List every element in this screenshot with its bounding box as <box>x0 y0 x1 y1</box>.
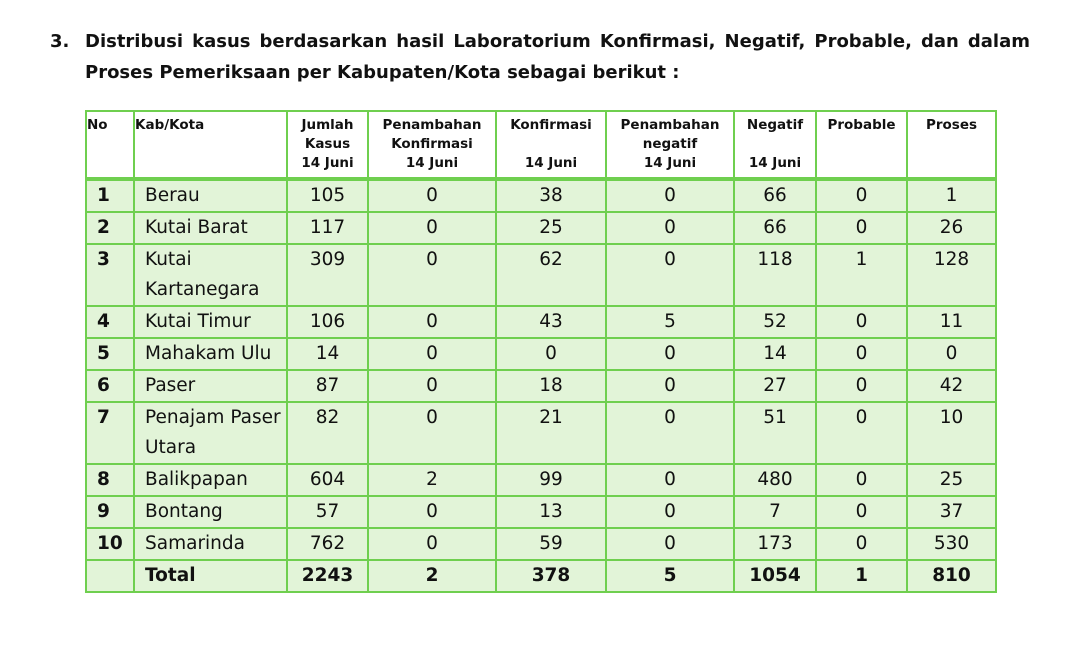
cell-total-probable: 1 <box>816 560 907 592</box>
cell-no: 2 <box>86 212 134 244</box>
cell-jumlah-kasus: 57 <box>287 496 368 528</box>
cell-probable: 0 <box>816 464 907 496</box>
cell-jumlah-kasus: 604 <box>287 464 368 496</box>
cell-negatif: 27 <box>734 370 816 402</box>
heading-line-2: Proses Pemeriksaan per Kabupaten/Kota sebagai berikut : <box>85 62 680 83</box>
cell-kab-kota: Mahakam Ulu <box>134 338 287 370</box>
cell-probable: 0 <box>816 528 907 560</box>
cell-jumlah-kasus: 105 <box>287 179 368 212</box>
cell-konfirmasi: 62 <box>496 244 606 306</box>
header-proses: Proses <box>907 111 996 179</box>
cell-jumlah-kasus: 14 <box>287 338 368 370</box>
header-jumlah-kasus: Jumlah Kasus 14 Juni <box>287 111 368 179</box>
table-row <box>86 179 996 212</box>
cell-penambahan-konfirmasi: 0 <box>368 402 496 464</box>
cell-penambahan-konfirmasi: 0 <box>368 370 496 402</box>
table-row <box>86 496 996 528</box>
cell-konfirmasi: 21 <box>496 402 606 464</box>
cell-kab-kota: Penajam Paser Utara <box>134 402 287 464</box>
cell-jumlah-kasus: 87 <box>287 370 368 402</box>
cell-total-penambahan-konfirmasi: 2 <box>368 560 496 592</box>
table-row <box>86 244 996 306</box>
header-penambahan-konfirmasi: Penambahan Konfirmasi 14 Juni <box>368 111 496 179</box>
cell-konfirmasi: 59 <box>496 528 606 560</box>
cell-proses: 26 <box>907 212 996 244</box>
cell-kab-kota: Balikpapan <box>134 464 287 496</box>
table-row <box>86 464 996 496</box>
cell-total-penambahan-negatif: 5 <box>606 560 734 592</box>
cell-penambahan-negatif: 0 <box>606 179 734 212</box>
table-total-row <box>86 560 996 592</box>
cell-probable: 0 <box>816 306 907 338</box>
cell-jumlah-kasus: 106 <box>287 306 368 338</box>
cell-negatif: 51 <box>734 402 816 464</box>
cell-kab-kota: Berau <box>134 179 287 212</box>
cell-penambahan-negatif: 0 <box>606 370 734 402</box>
cell-total-jumlah-kasus: 2243 <box>287 560 368 592</box>
cell-jumlah-kasus: 82 <box>287 402 368 464</box>
header-penambahan-negatif: Penambahan negatif 14 Juni <box>606 111 734 179</box>
cell-jumlah-kasus: 117 <box>287 212 368 244</box>
cell-negatif: 66 <box>734 212 816 244</box>
header-kab-kota: Kab/Kota <box>134 111 287 179</box>
table-row <box>86 402 996 464</box>
cell-no: 5 <box>86 338 134 370</box>
cell-penambahan-negatif: 0 <box>606 402 734 464</box>
cell-konfirmasi: 38 <box>496 179 606 212</box>
cell-negatif: 173 <box>734 528 816 560</box>
cell-penambahan-negatif: 0 <box>606 338 734 370</box>
table-row <box>86 338 996 370</box>
cell-probable: 0 <box>816 496 907 528</box>
cell-penambahan-negatif: 5 <box>606 306 734 338</box>
cell-probable: 0 <box>816 212 907 244</box>
cell-negatif: 66 <box>734 179 816 212</box>
cell-no: 3 <box>86 244 134 306</box>
header-konfirmasi: Konfirmasi 14 Juni <box>496 111 606 179</box>
cell-negatif: 52 <box>734 306 816 338</box>
cell-penambahan-konfirmasi: 0 <box>368 179 496 212</box>
case-distribution-table <box>85 110 997 593</box>
cell-probable: 1 <box>816 244 907 306</box>
cell-kab-kota: Kutai Timur <box>134 306 287 338</box>
cell-penambahan-negatif: 0 <box>606 464 734 496</box>
cell-kab-kota: Bontang <box>134 496 287 528</box>
cell-total-konfirmasi: 378 <box>496 560 606 592</box>
cell-kab-kota: Samarinda <box>134 528 287 560</box>
cell-konfirmasi: 99 <box>496 464 606 496</box>
header-no: No <box>86 111 134 179</box>
cell-penambahan-negatif: 0 <box>606 496 734 528</box>
cell-jumlah-kasus: 762 <box>287 528 368 560</box>
cell-penambahan-negatif: 0 <box>606 212 734 244</box>
cell-total-proses: 810 <box>907 560 996 592</box>
cell-proses: 11 <box>907 306 996 338</box>
cell-penambahan-konfirmasi: 0 <box>368 496 496 528</box>
cell-no: 8 <box>86 464 134 496</box>
cell-kab-kota: Kutai Kartanegara <box>134 244 287 306</box>
table-row <box>86 528 996 560</box>
table-row <box>86 370 996 402</box>
cell-probable: 0 <box>816 338 907 370</box>
table-header-row <box>86 111 996 179</box>
cell-proses: 10 <box>907 402 996 464</box>
cell-kab-kota: Paser <box>134 370 287 402</box>
cell-proses: 42 <box>907 370 996 402</box>
table-row <box>86 212 996 244</box>
cell-proses: 128 <box>907 244 996 306</box>
heading-line-1: Distribusi kasus berdasarkan hasil Laboratorium Konfirmasi, Negatif, Probable, dan dalam <box>85 31 1030 52</box>
cell-no: 7 <box>86 402 134 464</box>
cell-konfirmasi: 18 <box>496 370 606 402</box>
cell-no <box>86 560 134 592</box>
cell-penambahan-negatif: 0 <box>606 244 734 306</box>
cell-konfirmasi: 0 <box>496 338 606 370</box>
cell-no: 6 <box>86 370 134 402</box>
cell-penambahan-konfirmasi: 0 <box>368 244 496 306</box>
cell-konfirmasi: 43 <box>496 306 606 338</box>
cell-no: 10 <box>86 528 134 560</box>
cell-proses: 25 <box>907 464 996 496</box>
cell-negatif: 118 <box>734 244 816 306</box>
cell-konfirmasi: 13 <box>496 496 606 528</box>
cell-probable: 0 <box>816 370 907 402</box>
cell-negatif: 14 <box>734 338 816 370</box>
cell-no: 4 <box>86 306 134 338</box>
cell-no: 9 <box>86 496 134 528</box>
cell-total-negatif: 1054 <box>734 560 816 592</box>
cell-proses: 37 <box>907 496 996 528</box>
cell-kab-kota: Kutai Barat <box>134 212 287 244</box>
cell-no: 1 <box>86 179 134 212</box>
cell-penambahan-konfirmasi: 0 <box>368 528 496 560</box>
cell-probable: 0 <box>816 402 907 464</box>
cell-penambahan-konfirmasi: 0 <box>368 212 496 244</box>
cell-konfirmasi: 25 <box>496 212 606 244</box>
header-negatif: Negatif 14 Juni <box>734 111 816 179</box>
cell-penambahan-negatif: 0 <box>606 528 734 560</box>
cell-negatif: 480 <box>734 464 816 496</box>
section-number: 3. <box>50 31 70 52</box>
cell-proses: 1 <box>907 179 996 212</box>
cell-total-label: Total <box>134 560 287 592</box>
cell-proses: 0 <box>907 338 996 370</box>
header-probable: Probable <box>816 111 907 179</box>
cell-probable: 0 <box>816 179 907 212</box>
cell-negatif: 7 <box>734 496 816 528</box>
table-row <box>86 306 996 338</box>
cell-proses: 530 <box>907 528 996 560</box>
cell-jumlah-kasus: 309 <box>287 244 368 306</box>
cell-penambahan-konfirmasi: 0 <box>368 306 496 338</box>
cell-penambahan-konfirmasi: 0 <box>368 338 496 370</box>
cell-penambahan-konfirmasi: 2 <box>368 464 496 496</box>
